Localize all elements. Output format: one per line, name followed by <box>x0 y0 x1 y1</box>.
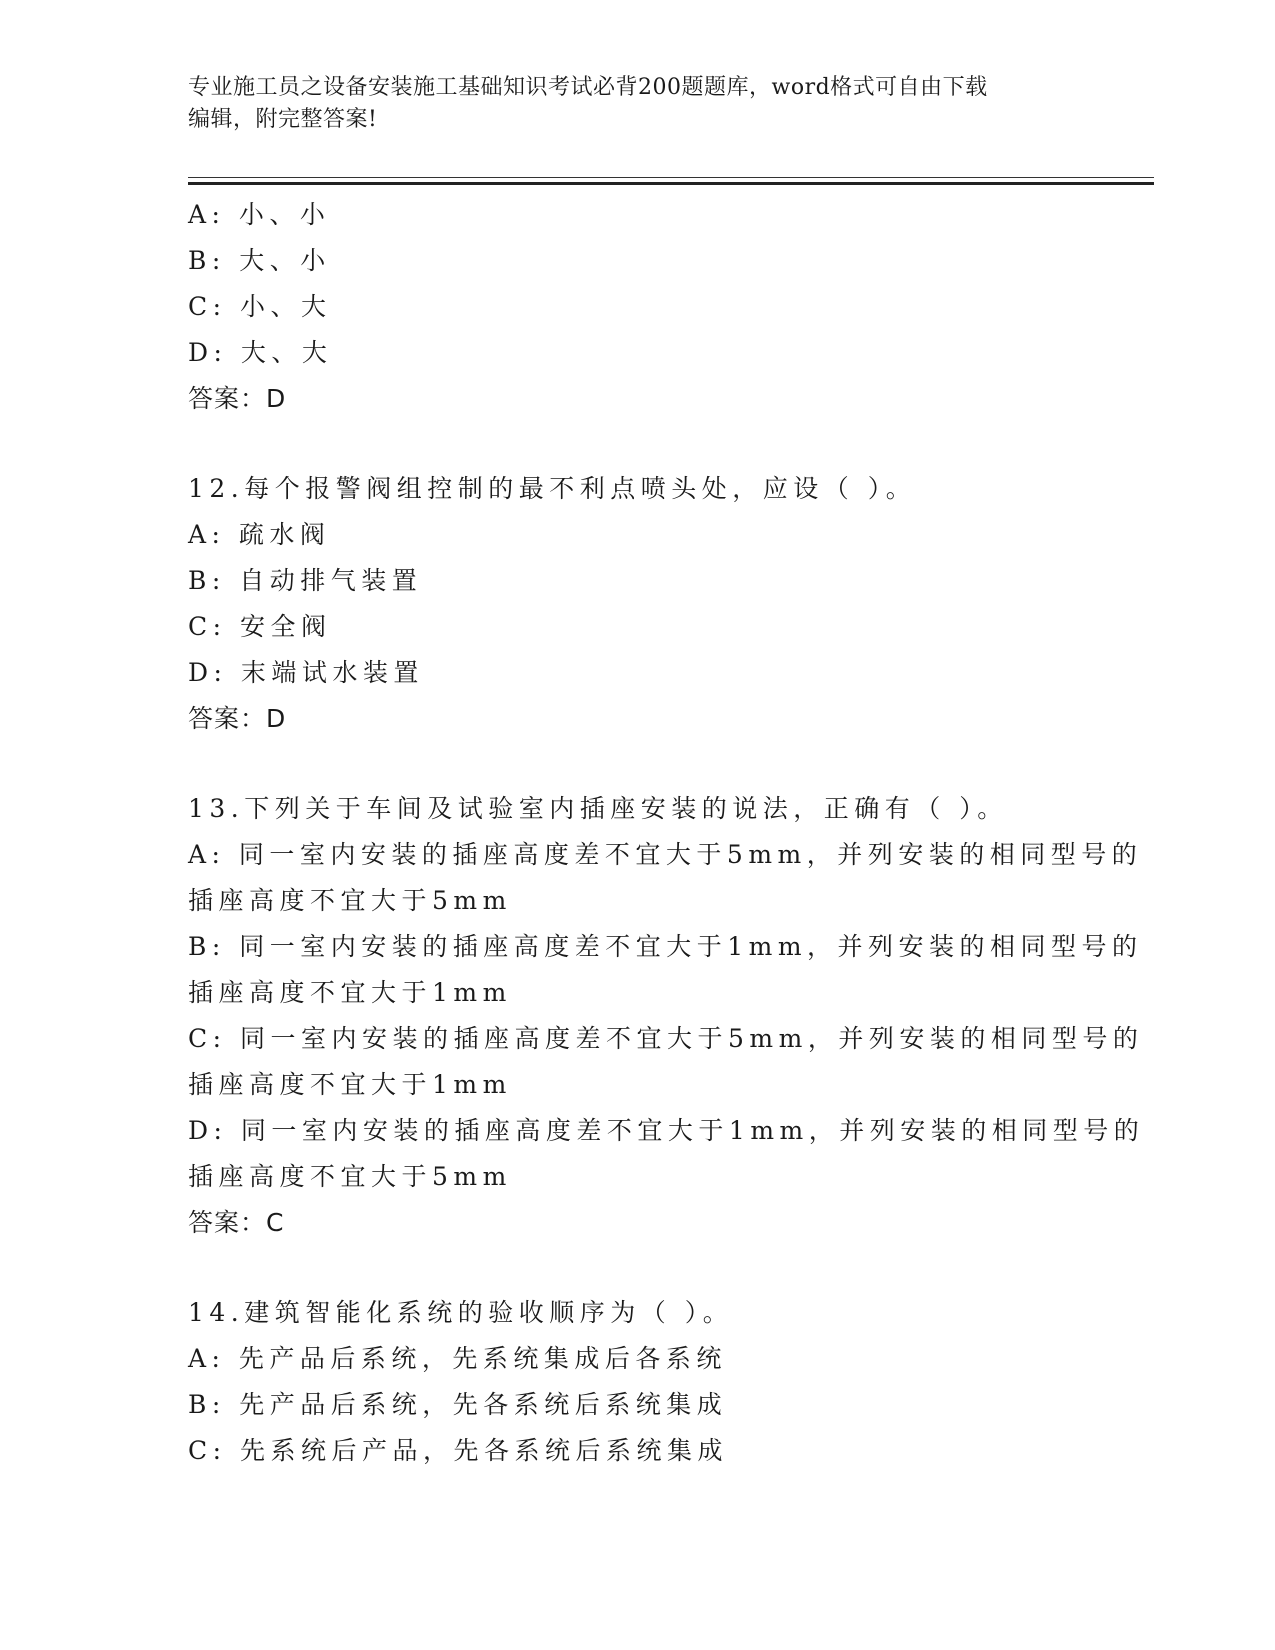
option-b: B: 先产品后系统，先各系统后系统集成 <box>188 1390 728 1419</box>
header-divider-thin <box>188 177 1154 178</box>
option-a: A: 同一室内安装的插座高度差不宜大于5mm，并列安装的相同型号的 <box>188 840 1143 869</box>
answer-line: 答案：C <box>188 1208 285 1237</box>
question-text: 12.每个报警阀组控制的最不利点喷头处，应设（ ）。 <box>188 474 917 503</box>
spacer <box>188 422 1068 466</box>
option-d: D: 大、大 <box>188 338 333 367</box>
answer-line: 答案：D <box>188 384 287 413</box>
option-c: C: 安全阀 <box>188 612 332 641</box>
question-11 <box>188 192 1068 422</box>
option-a: A: 小、小 <box>188 200 331 229</box>
question-13 <box>188 786 1145 1246</box>
option-a: A: 先产品后系统，先系统集成后各系统 <box>188 1344 727 1373</box>
option-d-continued: 插座高度不宜大于5mm <box>188 1162 512 1191</box>
option-b: B: 大、小 <box>188 246 331 275</box>
question-14 <box>188 1290 1068 1474</box>
document-header <box>188 72 1068 136</box>
header-title-line-1: 专业施工员之设备安装施工基础知识考试必背200题题库，word格式可自由下载 <box>188 75 988 100</box>
option-c-continued: 插座高度不宜大于1mm <box>188 1070 512 1099</box>
header-divider-thick <box>188 182 1154 185</box>
option-b-continued: 插座高度不宜大于1mm <box>188 978 512 1007</box>
option-a-continued: 插座高度不宜大于5mm <box>188 886 512 915</box>
option-a: A: 疏水阀 <box>188 520 331 549</box>
question-list <box>188 192 1145 1474</box>
option-c: C: 先系统后产品，先各系统后系统集成 <box>188 1436 728 1465</box>
spacer <box>188 742 1068 786</box>
spacer <box>188 1246 1068 1290</box>
question-12 <box>188 466 1068 742</box>
question-text: 14.建筑智能化系统的验收顺序为（ ）。 <box>188 1298 734 1327</box>
option-b: B: 同一室内安装的插座高度差不宜大于1mm，并列安装的相同型号的 <box>188 932 1143 961</box>
question-text: 13.下列关于车间及试验室内插座安装的说法，正确有（ ）。 <box>188 794 1008 823</box>
option-c: C: 同一室内安装的插座高度差不宜大于5mm，并列安装的相同型号的 <box>188 1024 1144 1053</box>
option-d: D: 同一室内安装的插座高度差不宜大于1mm，并列安装的相同型号的 <box>188 1116 1145 1145</box>
option-d: D: 末端试水装置 <box>188 658 424 687</box>
option-c: C: 小、大 <box>188 292 332 321</box>
answer-line: 答案：D <box>188 704 287 733</box>
header-title-line-2: 编辑，附完整答案! <box>188 107 378 132</box>
option-b: B: 自动排气装置 <box>188 566 423 595</box>
